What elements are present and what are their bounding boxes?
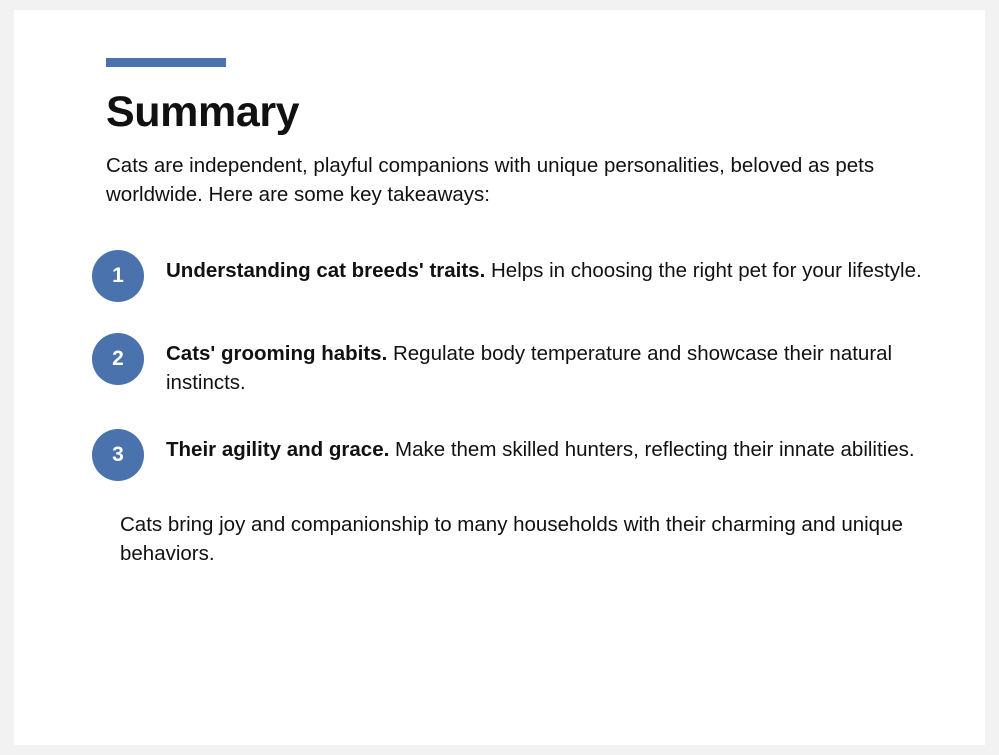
list-item-lead: Cats' grooming habits. [166,341,388,365]
list-item [92,248,949,302]
key-takeaways-list [92,248,949,481]
list-item-text [166,248,922,286]
list-item-lead: Their agility and grace. [166,437,390,461]
list-item-lead: Understanding cat breeds' traits. [166,258,486,282]
list-item-body: Regulate body temperature and showcase their natural instincts. [166,341,893,395]
number-badge: 1 [92,250,144,302]
list-item [92,427,949,481]
slide-canvas [14,10,985,745]
intro-paragraph: Cats are independent, playful companions with unique personalities, beloved as pets worldwide. Here are some key takeaways: [106,154,875,207]
page-title: Summary [106,88,300,136]
list-item-text [166,427,915,465]
list-item-text [166,331,926,398]
number-badge: 2 [92,333,144,385]
list-item-body: Make them skilled hunters, reflecting their innate abilities. [389,437,915,461]
number-badge: 3 [92,429,144,481]
accent-bar [106,58,226,67]
closing-paragraph: Cats bring joy and companionship to many households with their charming and unique behaviors. [120,512,903,566]
list-item [92,331,949,398]
list-item-body: Helps in choosing the right pet for your lifestyle. [485,258,922,282]
slide-content [92,58,949,569]
